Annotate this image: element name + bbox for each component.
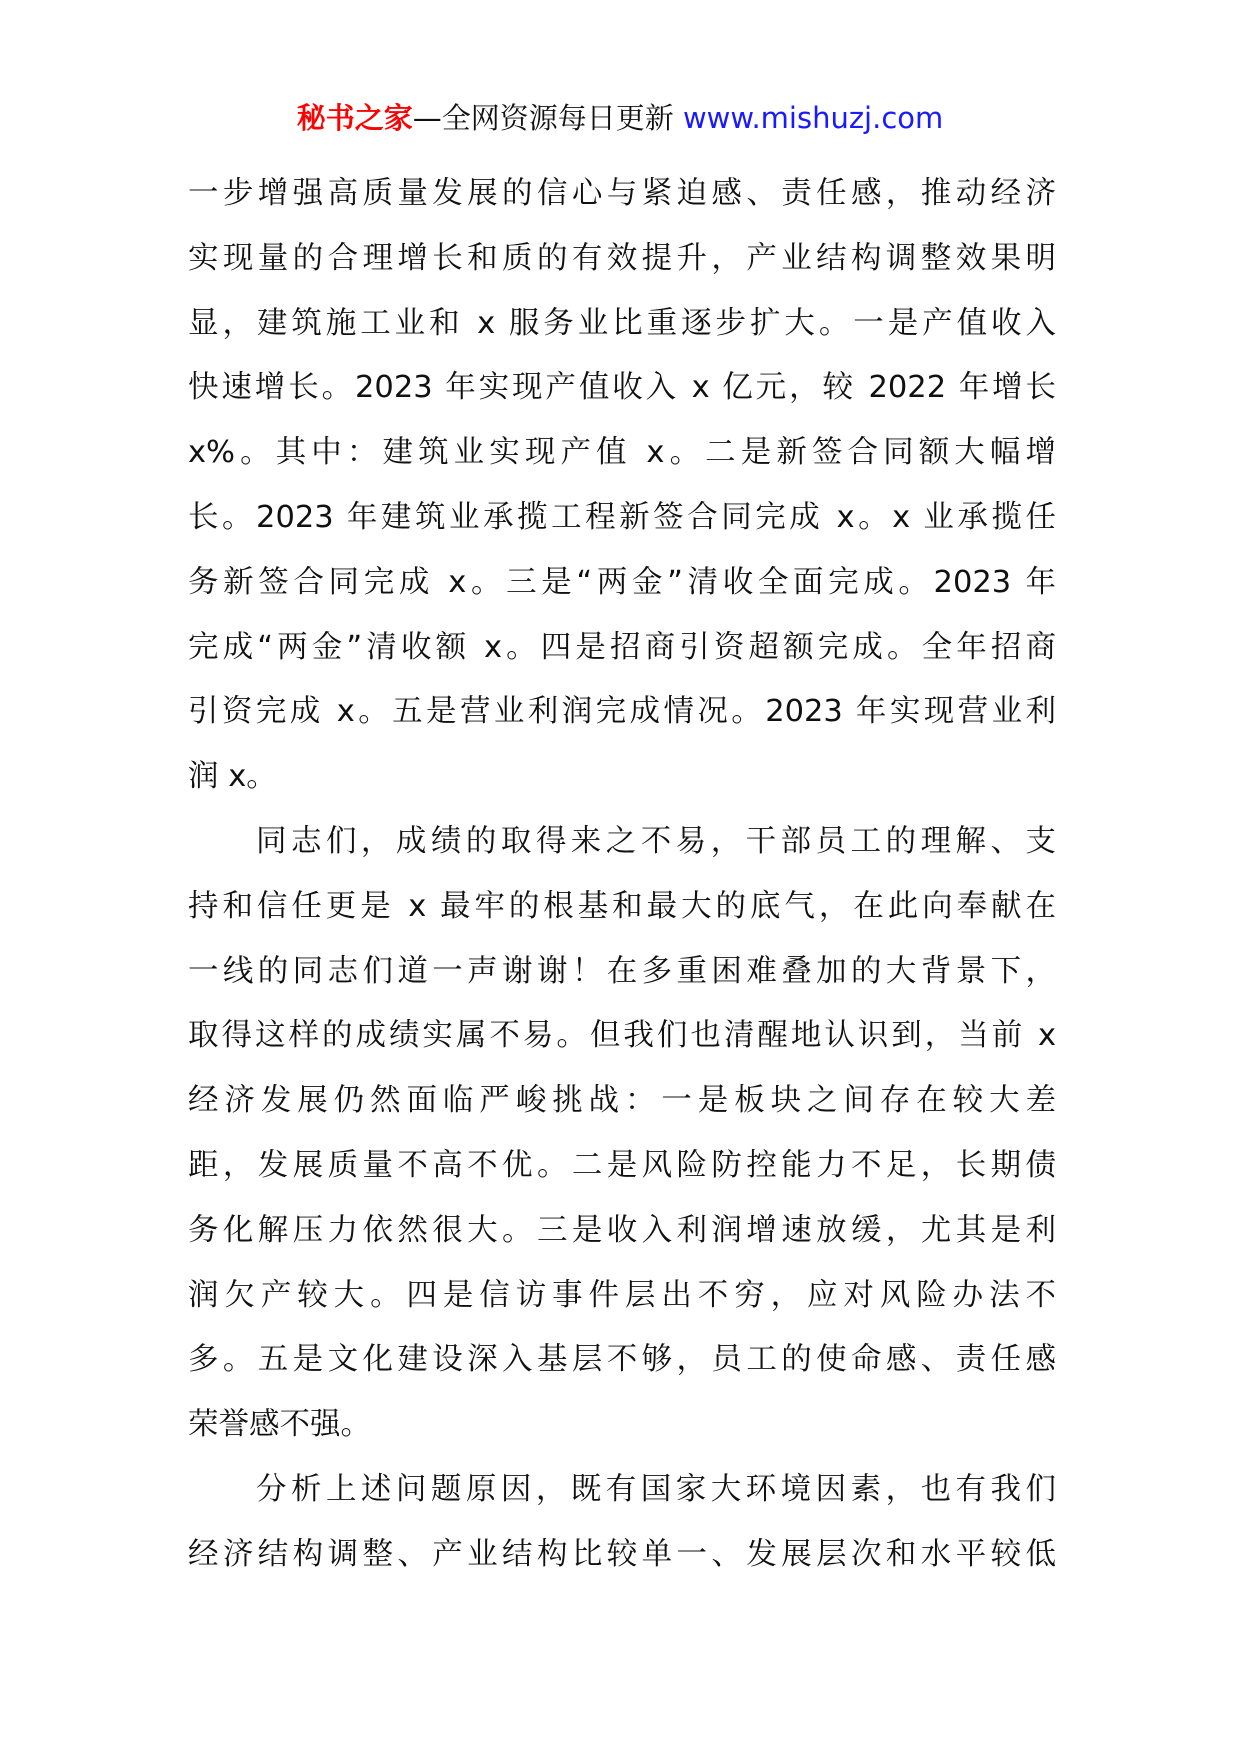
- text-line: 务化解压力依然很大。三是收入利润增速放缓，尤其是利: [188, 1212, 1056, 1248]
- text-line: 经济发展仍然面临严峻挑战：一是板块之间存在较大差: [188, 1083, 1056, 1119]
- text-line: 实现量的合理增长和质的有效提升，产业结构调整效果明: [188, 240, 1056, 276]
- text-line: 一线的同志们道一声谢谢！在多重困难叠加的大背景下，: [188, 953, 1056, 989]
- text-line: 分析上述问题原因，既有国家大环境因素，也有我们: [256, 1471, 1056, 1507]
- text-line: 取得这样的成绩实属不易。但我们也清醒地认识到，当前 x: [188, 1018, 1056, 1054]
- text-line: 润 x。: [188, 759, 277, 795]
- text-line: 引资完成 x。五是营业利润完成情况。2023 年实现营业利: [188, 694, 1056, 730]
- text-line: 完成“两金”清收额 x。四是招商引资超额完成。全年招商: [188, 629, 1056, 665]
- text-line: 快速增长。2023 年实现产值收入 x 亿元，较 2022 年增长: [188, 370, 1056, 406]
- site-url-link[interactable]: www.mishuzj.com: [682, 101, 944, 135]
- text-line: 持和信任更是 x 最牢的根基和最大的底气，在此向奉献在: [188, 888, 1056, 924]
- text-line: 长。2023 年建筑业承揽工程新签合同完成 x。x 业承揽任: [188, 499, 1056, 535]
- header-slogan: —全网资源每日更新: [412, 101, 674, 135]
- text-line: 距，发展质量不高不优。二是风险防控能力不足，长期债: [188, 1147, 1056, 1183]
- document-body: [188, 162, 1056, 1588]
- site-header: [0, 98, 1240, 138]
- text-line: 显，建筑施工业和 x 服务业比重逐步扩大。一是产值收入: [188, 305, 1056, 341]
- text-line: 润欠产较大。四是信访事件层出不穷，应对风险办法不: [188, 1277, 1056, 1313]
- text-line: 务新签合同完成 x。三是“两金”清收全面完成。2023 年: [188, 564, 1056, 600]
- text-line: 同志们，成绩的取得来之不易，干部员工的理解、支: [256, 823, 1056, 859]
- text-line: x%。其中：建筑业实现产值 x。二是新签合同额大幅增: [188, 435, 1056, 471]
- brand-name: 秘书之家: [296, 101, 413, 135]
- text-line: 经济结构调整、产业结构比较单一、发展层次和水平较低: [188, 1536, 1056, 1572]
- text-line: 多。五是文化建设深入基层不够，员工的使命感、责任感: [188, 1342, 1056, 1378]
- text-line: 一步增强高质量发展的信心与紧迫感、责任感，推动经济: [188, 176, 1056, 211]
- text-line: 荣誉感不强。: [188, 1407, 371, 1443]
